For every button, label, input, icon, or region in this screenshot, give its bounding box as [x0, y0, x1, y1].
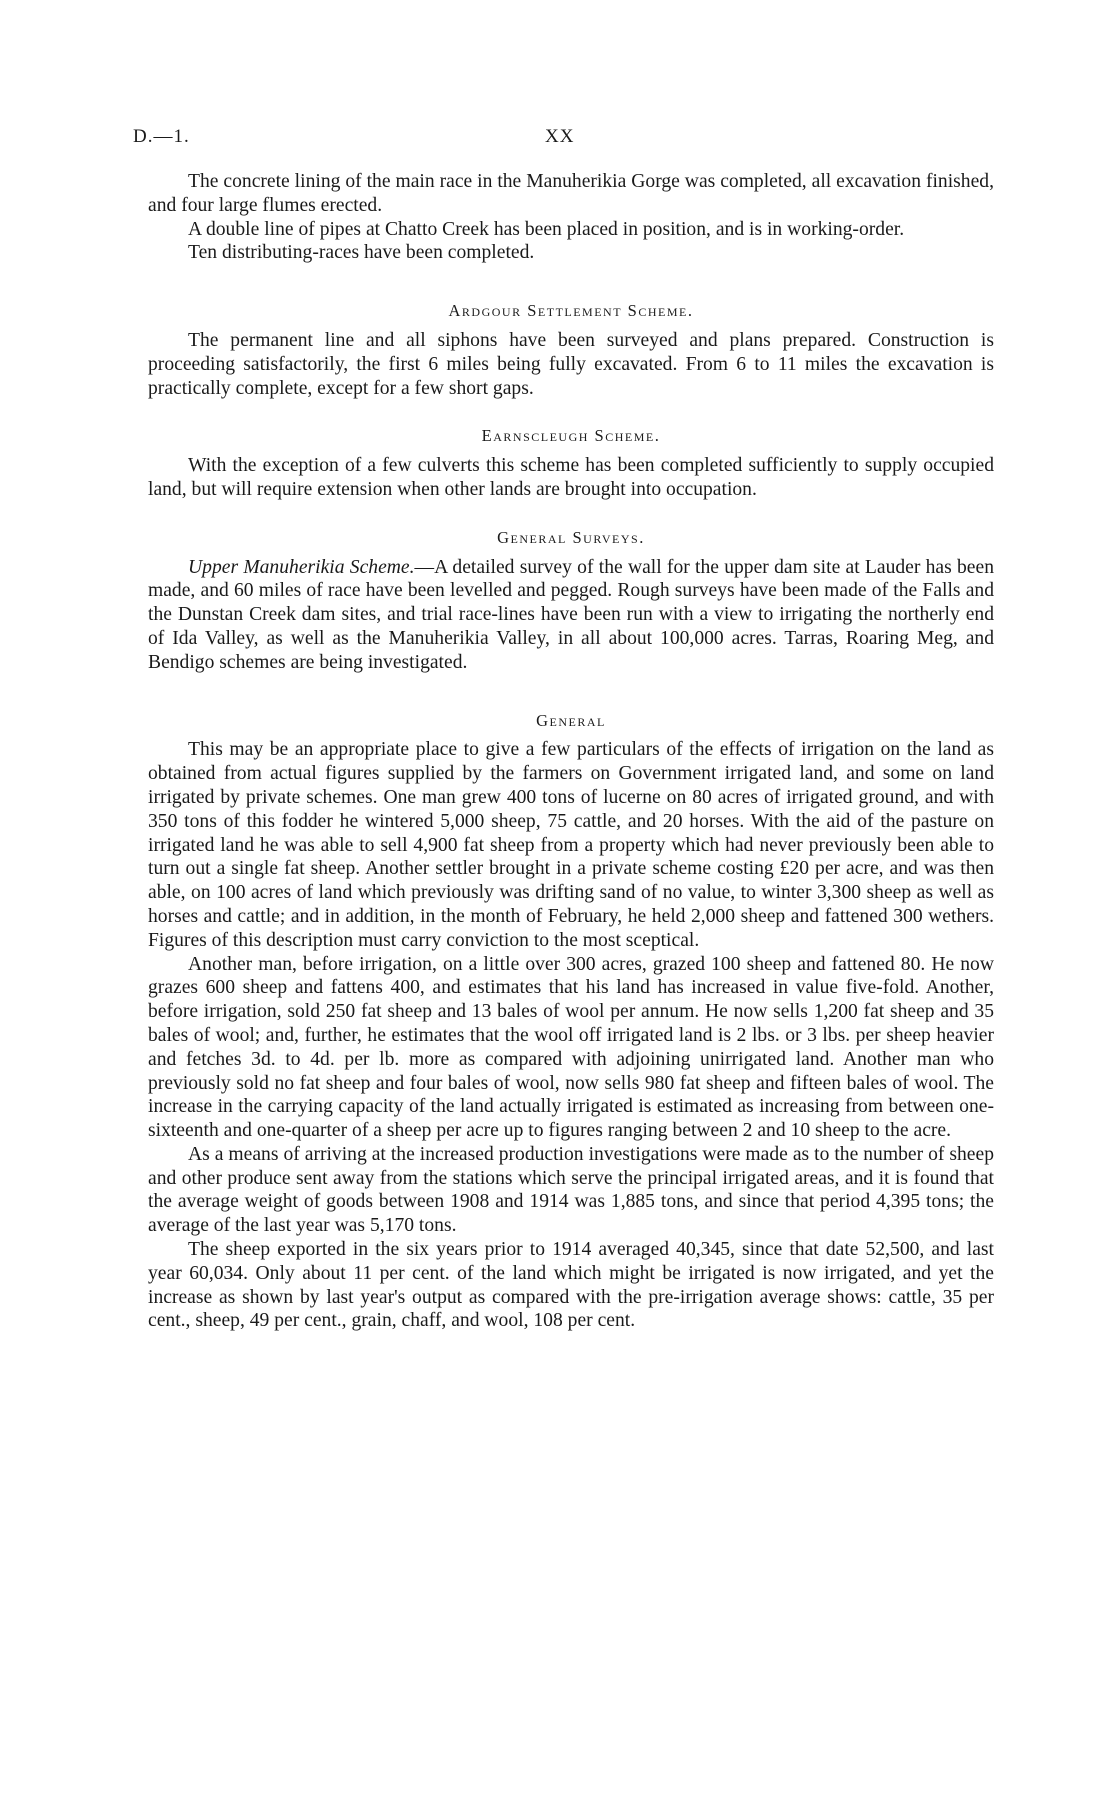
intro-paragraph-2: A double line of pipes at Chatto Creek has been placed in position, and is in working-order. [188, 218, 905, 240]
general-surveys-paragraph [148, 556, 994, 675]
page-number: XX [545, 126, 575, 147]
general-surveys-heading: General Surveys. [497, 527, 645, 547]
general-paragraph-3: As a means of arriving at the increased production investigations were made as to the number of sheep and other produce sent away from the stations which serve the principal irrigated areas, and it is found that the average weight of goods between 1908 and 1914 was 1,885 tons, and since that period 4,395 tons; the average of the last year was 5,170 tons. [148, 1143, 994, 1237]
earnscleugh-paragraph: With the exception of a few culverts this scheme has been completed sufficiently to supply occupied land, but will require extension when other lands are brought into occupation. [148, 455, 994, 500]
upper-manuherikia-lead: Upper Manuherikia Scheme. [188, 556, 415, 578]
earnscleugh-heading: Earnscleugh Scheme. [481, 426, 661, 446]
intro-paragraph-3: Ten distributing-races have been completed. [188, 242, 535, 264]
general-paragraph-4: The sheep exported in the six years prior to 1914 averaged 40,345, since that date 52,500, and last year 60,034. Only about 11 per cent. of the land which might be irrigated is now irrigated, and yet the increase as shown by last year's output as compared with the pre-irrigation average shows: cattle, 35 per cent., sheep, 49 per cent., grain, chaff, and wool, 108 per cent. [148, 1239, 994, 1332]
document-reference: D.—1. [133, 126, 190, 147]
general-surveys-text: —A detailed survey of the wall for the upper dam site at Lauder has been made, and 60 miles of race have been levelled and pegged. Rough surveys have been made of the Falls and the Dunstan Creek dam sites, and trial race-lines have been run with a view to irrigating the northerly end of Ida Valley, as well as the Manuherikia Valley, in all about 100,000 acres. Tarras, Roaring Meg, and Bendigo schemes are being investigated. [148, 556, 994, 673]
document-body [148, 170, 994, 1333]
general-heading: General [536, 710, 606, 730]
general-paragraph-1: This may be an appropriate place to give a few particulars of the effects of irrigation on the land as obtained from actual figures supplied by the farmers on Government irrigated land, and some on land irrigated by private schemes. One man grew 400 tons of lucerne on 80 acres of irrigated ground, and with 350 tons of this fodder he wintered 5,000 sheep, 75 cattle, and 20 horses. With the aid of the pasture on irrigated land he was able to sell 4,900 fat sheep from a property which had never previously been able to turn out a single fat sheep. Another settler brought in a private scheme costing £20 per acre, and was then able, on 100 acres of land which previously was drifting sand of no value, to winter 3,300 sheep as well as horses and cattle; and in addition, in the month of February, he held 2,000 sheep and fattened 300 wethers. Figures of this description must carry conviction to the most sceptical. [148, 739, 994, 951]
general-paragraph-2: Another man, before irrigation, on a little over 300 acres, grazed 100 sheep and fattened 80. He now grazes 600 sheep and fattens 400, and estimates that his land has increased in value five-fold. Another, before irrigation, sold 250 fat sheep and 13 bales of wool per annum. He now sells 1,200 fat sheep and 35 bales of wool; and, further, he estimates that the wool off irrigated land is 2 lbs. or 3 lbs. per sheep heavier and fetches 3d. to 4d. per lb. more as compared with adjoining unirrigated land. Another man who previously sold no fat sheep and four bales of wool, now sells 980 fat sheep and fifteen bales of wool. The increase in the carrying capacity of the land actually irrigated is estimated as increasing from between one-sixteenth and one-quarter of a sheep per acre up to figures ranging between 2 and 10 sheep to the acre. [148, 953, 994, 1142]
ardgour-heading: Ardgour Settlement Scheme. [448, 301, 694, 321]
intro-paragraph-1: The concrete lining of the main race in the Manuherikia Gorge was completed, all excavation finished, and four large flumes erected. [148, 171, 994, 216]
ardgour-paragraph: The permanent line and all siphons have been surveyed and plans prepared. Construction is proceeding satisfactorily, the first 6 miles being fully excavated. From 6 to 11 miles the excavation is practically complete, except for a few short gaps. [148, 329, 994, 399]
